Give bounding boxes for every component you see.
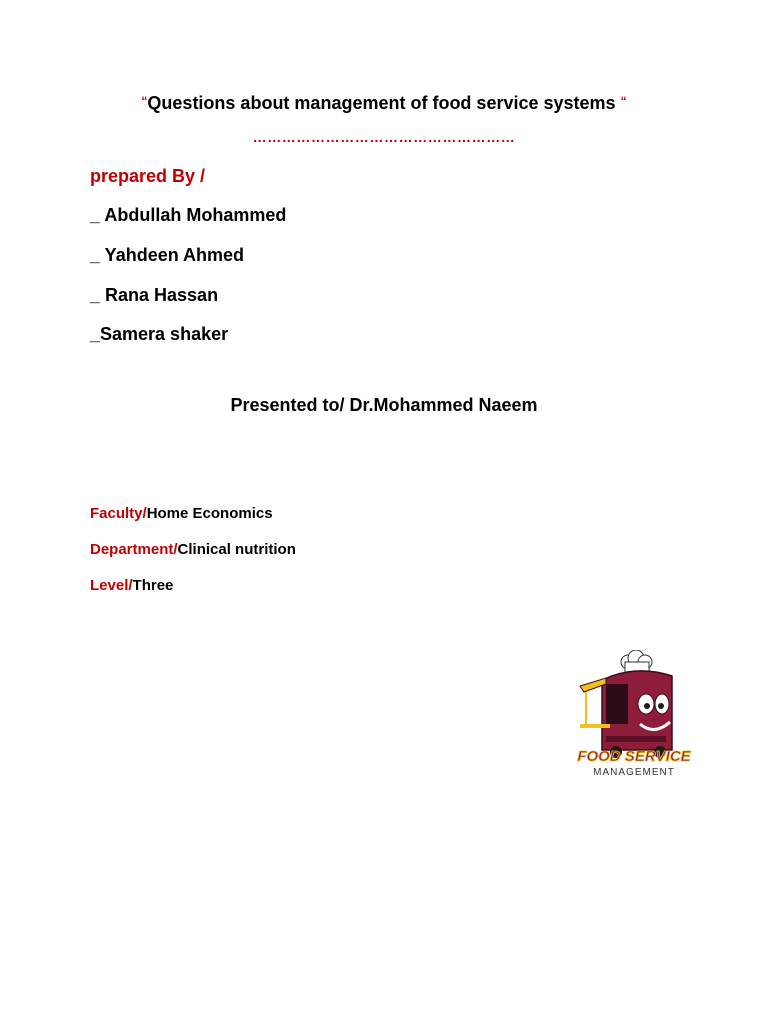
logo-title: FOOD SERVICE xyxy=(577,748,691,765)
faculty-line xyxy=(90,505,273,522)
department-label: Department/ xyxy=(90,541,178,558)
chef-hat-icon xyxy=(621,650,652,672)
close-quote: “ xyxy=(620,94,627,108)
faculty-value: Home Economics xyxy=(146,505,273,522)
prepared-by-label: prepared By / xyxy=(90,166,206,186)
department-value: Clinical nutrition xyxy=(177,541,296,558)
level-value: Three xyxy=(132,577,174,594)
department-line xyxy=(90,541,296,558)
logo-subtitle: MANAGEMENT xyxy=(593,767,675,778)
dotted-separator: ……………………………………………… xyxy=(252,129,516,145)
title-text: Questions about management of food service systems xyxy=(147,93,616,113)
document-title xyxy=(0,93,768,114)
member-name: _ Rana Hassan xyxy=(90,285,219,305)
food-service-logo xyxy=(576,650,692,780)
faculty-label: Faculty/ xyxy=(90,505,147,522)
member-name: _ Yahdeen Ahmed xyxy=(90,245,245,265)
member-name: _ Abdullah Mohammed xyxy=(90,205,287,225)
open-quote: “ xyxy=(141,94,148,108)
member-name: _Samera shaker xyxy=(90,324,229,344)
presented-to: Presented to/ Dr.Mohammed Naeem xyxy=(230,395,538,415)
level-label: Level/ xyxy=(90,577,133,594)
level-line xyxy=(90,577,173,594)
food-truck-icon xyxy=(580,671,672,758)
